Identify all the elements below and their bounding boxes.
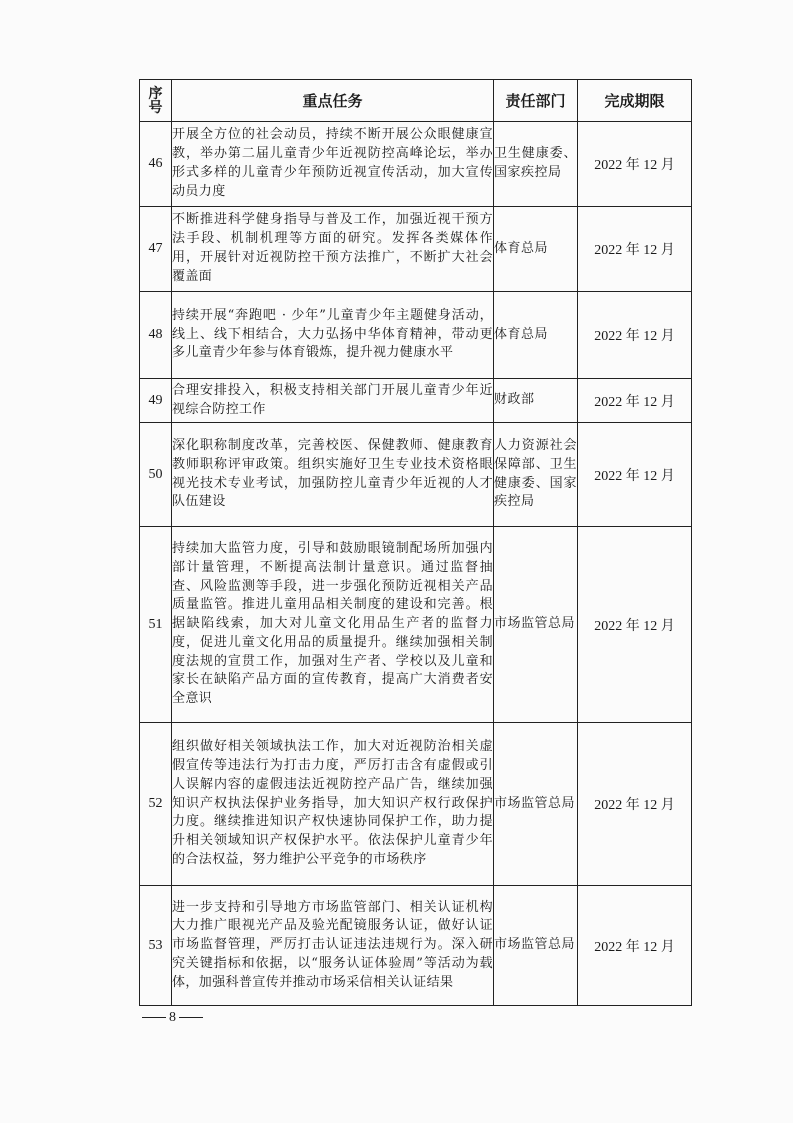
row-task: 不断推进科学健身指导与普及工作，加强近视干预方法手段、机制机理等方面的研究。发挥各类媒体作用，开展针对近视防控干预方法推广，不断扩大社会覆盖面 — [172, 207, 494, 292]
row-deadline: 2022 年 12 月 — [578, 207, 692, 292]
row-department: 体育总局 — [494, 292, 578, 379]
table-row — [140, 723, 692, 886]
row-number: 49 — [140, 379, 172, 423]
row-department: 市场监管总局 — [494, 527, 578, 723]
footer-dash-left — [142, 1017, 166, 1018]
header-deadline: 完成期限 — [578, 80, 692, 122]
row-task: 进一步支持和引导地方市场监管部门、相关认证机构大力推广眼视光产品及验光配镜服务认证，做好认证市场监督管理，严厉打击认证违法违规行为。深入研究关键指标和依据，以“服务认证体验周”等活动为载体，加强科普宣传并推动市场采信相关认证结果 — [172, 886, 494, 1006]
row-number: 46 — [140, 122, 172, 207]
row-task: 持续开展“奔跑吧 · 少年”儿童青少年主题健身活动，线上、线下相结合，大力弘扬中华体育精神，带动更多儿童青少年参与体育锻炼，提升视力健康水平 — [172, 292, 494, 379]
header-serial-number: 序号 — [140, 80, 172, 122]
table-row — [140, 122, 692, 207]
table-row — [140, 292, 692, 379]
row-deadline: 2022 年 12 月 — [578, 122, 692, 207]
row-number: 51 — [140, 527, 172, 723]
row-deadline: 2022 年 12 月 — [578, 527, 692, 723]
row-department: 市场监管总局 — [494, 886, 578, 1006]
row-task: 合理安排投入，积极支持相关部门开展儿童青少年近视综合防控工作 — [172, 379, 494, 423]
header-responsible-department: 责任部门 — [494, 80, 578, 122]
page-footer — [142, 1010, 203, 1026]
row-number: 53 — [140, 886, 172, 1006]
header-key-task: 重点任务 — [172, 80, 494, 122]
row-department: 市场监管总局 — [494, 723, 578, 886]
row-number: 47 — [140, 207, 172, 292]
row-deadline: 2022 年 12 月 — [578, 886, 692, 1006]
table-row — [140, 379, 692, 423]
table-row — [140, 527, 692, 723]
table-row — [140, 423, 692, 527]
table-header-row — [140, 80, 692, 122]
table-row — [140, 207, 692, 292]
page-number: 8 — [169, 1010, 176, 1025]
row-task: 组织做好相关领域执法工作，加大对近视防治相关虚假宣传等违法行为打击力度，严厉打击含有虚假或引人误解内容的虚假违法近视防控产品广告，继续加强知识产权执法保护业务指导，加大知识产权行政保护力度。继续推进知识产权快速协同保护工作，助力提升相关领域知识产权保护水平。依法保护儿童青少年的合法权益，努力维护公平竞争的市场秩序 — [172, 723, 494, 886]
row-department: 财政部 — [494, 379, 578, 423]
row-task: 开展全方位的社会动员，持续不断开展公众眼健康宣教，举办第二届儿童青少年近视防控高峰论坛，举办形式多样的儿童青少年预防近视宣传活动，加大宣传动员力度 — [172, 122, 494, 207]
row-number: 52 — [140, 723, 172, 886]
row-deadline: 2022 年 12 月 — [578, 379, 692, 423]
row-department: 人力资源社会保障部、卫生健康委、国家疾控局 — [494, 423, 578, 527]
row-number: 48 — [140, 292, 172, 379]
row-deadline: 2022 年 12 月 — [578, 292, 692, 379]
row-number: 50 — [140, 423, 172, 527]
row-task: 深化职称制度改革，完善校医、保健教师、健康教育教师职称评审政策。组织实施好卫生专业技术资格眼视光技术专业考试，加强防控儿童青少年近视的人才队伍建设 — [172, 423, 494, 527]
row-deadline: 2022 年 12 月 — [578, 723, 692, 886]
row-department: 体育总局 — [494, 207, 578, 292]
row-deadline: 2022 年 12 月 — [578, 423, 692, 527]
row-task: 持续加大监管力度，引导和鼓励眼镜制配场所加强内部计量管理，不断提高法制计量意识。通过监督抽查、风险监测等手段，进一步强化预防近视相关产品质量监管。推进儿童用品相关制度的建设和完善。根据缺陷线索，加大对儿童文化用品生产者的监督力度，促进儿童文化用品的质量提升。继续加强相关制度法规的宣贯工作，加强对生产者、学校以及儿童和家长在缺陷产品方面的宣传教育，提高广大消费者安全意识 — [172, 527, 494, 723]
row-department: 卫生健康委、国家疾控局 — [494, 122, 578, 207]
key-tasks-table — [139, 79, 692, 1006]
footer-dash-right — [179, 1017, 203, 1018]
table-row — [140, 886, 692, 1006]
